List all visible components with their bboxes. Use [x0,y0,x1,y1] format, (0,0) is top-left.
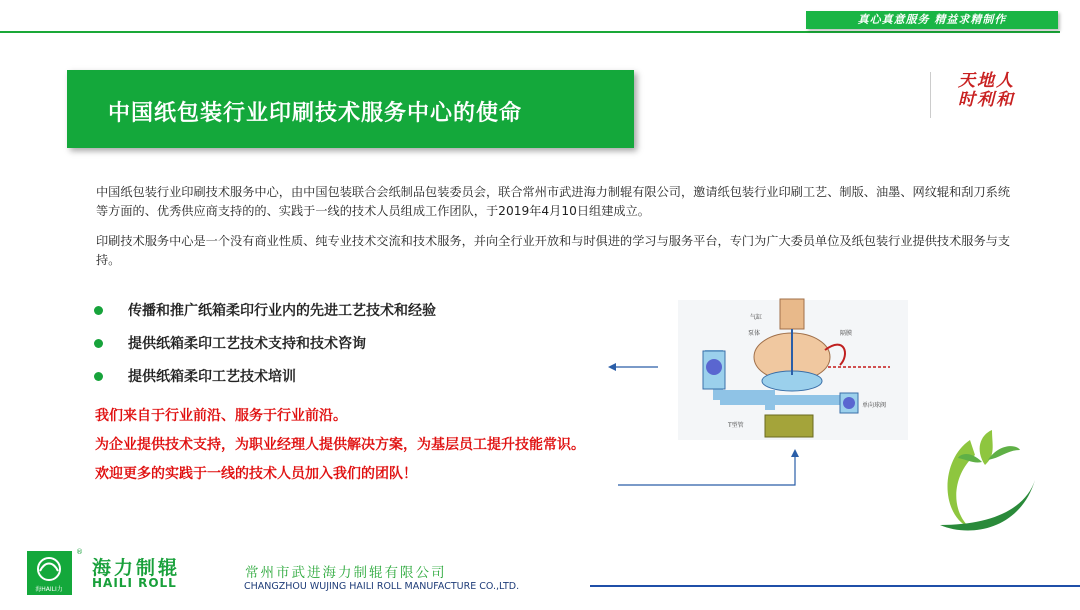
company-name-cn: 常州市武进海力制辊有限公司 [245,565,447,581]
bullet-dot [94,339,103,348]
red-statement: 欢迎更多的实践于一线的技术人员加入我们的团队！ [95,466,417,482]
logo-caption: 海HAILI力 [35,586,63,593]
footer-rule [590,585,1080,587]
label-air: 气缸 [750,314,763,321]
intro-paragraph: 中国纸包装行业印刷技术服务中心，由中国包装联合会纸制品包装委员会，联合常州市武进海力制辊有限公司，邀请纸包装行业印刷工艺、制版、油墨、网纹辊和刮刀系统等方面的、优秀供应商支持的的、实践于一线的技术人员组成工作团队，于2019年4月10日组建成立。 [96,185,1011,218]
brand-name-en: HAILI ROLL [92,576,177,590]
bullet-dot [94,306,103,315]
brand-name-cn: 海力制辊 [92,557,181,579]
red-statement: 为企业提供技术支持，为职业经理人提供解决方案，为基层员工提升技能常识。 [95,437,585,453]
bullet-item: 提供纸箱柔印工艺技术支持和技术咨询 [128,336,366,352]
bullet-item: 提供纸箱柔印工艺技术培训 [128,369,296,385]
label-diaphragm: 隔膜 [840,330,853,337]
label-pump: 泵体 [748,330,761,337]
pump-diagram [600,295,920,505]
bullet-dot [94,372,103,381]
label-t-pipe: T型管 [728,422,744,429]
label-check-valve: 单向球阀 [862,402,887,409]
header-rule [0,31,1060,33]
leaf-logo-icon [930,420,1040,540]
page-title: 中国纸包装行业印刷技术服务中心的使命 [108,101,523,126]
calligraphy-logo: 天地人时利和 [958,71,1015,110]
slogan-banner: 真心真意服务 精益求精制作 [806,11,1058,29]
company-logo-icon [27,551,72,595]
mission-paragraph: 印刷技术服务中心是一个没有商业性质、纯专业技术交流和技术服务，并向全行业开放和与时俱进的学习与服务平台，专门为广大委员单位及纸包装行业提供技术服务与支持。 [96,234,1011,267]
bullet-item: 传播和推广纸箱柔印行业内的先进工艺技术和经验 [128,303,436,319]
registered-mark: ® [76,548,83,556]
red-statement: 我们来自于行业前沿、服务于行业前沿。 [95,408,347,424]
company-name-en: CHANGZHOU WUJING HAILI ROLL MANUFACTURE CO.,LTD. [244,581,520,592]
arrow-up-icon [618,453,795,485]
